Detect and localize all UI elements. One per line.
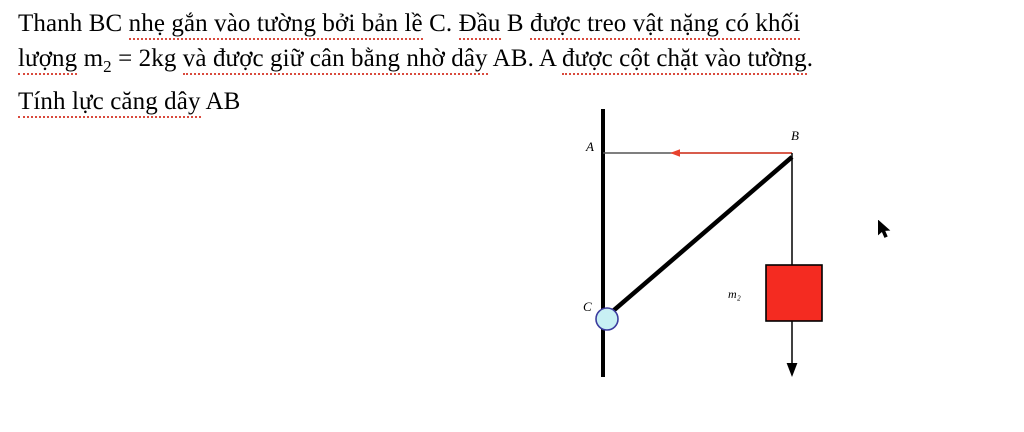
statement-line-1-seg-6: được treo vật nặng có khối [530,10,800,40]
statement-line-2-seg-2: m [77,45,104,72]
statement-line-3-seg-2: AB [200,88,241,115]
statement-line-3-seg-1: Tính lực căng dây [18,88,201,118]
label-c: C [583,299,592,314]
statement-line-1 [18,6,1008,41]
hanging-mass-block [766,265,822,321]
statement-line-2-seg-7: . [806,45,814,72]
label-b: B [791,128,799,143]
statement-line-2-seg-1: lượng [18,45,77,75]
hinge-c [596,308,618,330]
mouse-pointer [878,220,892,240]
tension-arrow [670,149,792,157]
statement-line-2 [18,41,1008,84]
statement-line-1-seg-5: B [500,10,530,37]
rod-bc [606,157,792,317]
label-a: A [586,139,594,154]
problem-statement [18,6,1008,119]
statement-line-1-seg-2: nhẹ gắn vào tường bởi bản lề [129,10,423,40]
statement-line-2-seg-3: = 2kg [111,45,183,72]
statement-line-1-seg-3: C. [422,10,459,37]
statement-line-1-seg-4: Đầu [459,10,501,40]
statement-line-1-seg-1: Thanh BC [18,10,129,37]
statement-line-2-seg-5: AB. A [487,45,563,72]
statement-line-2-seg-6: được cột chặt vào tường [562,45,807,75]
statement-line-2-subscript: 2 [103,57,112,76]
label-mass: m₂ [728,287,741,301]
statement-line-2-seg-4: và được giữ cân bằng nhờ dây [183,45,488,75]
physics-diagram [520,105,960,410]
